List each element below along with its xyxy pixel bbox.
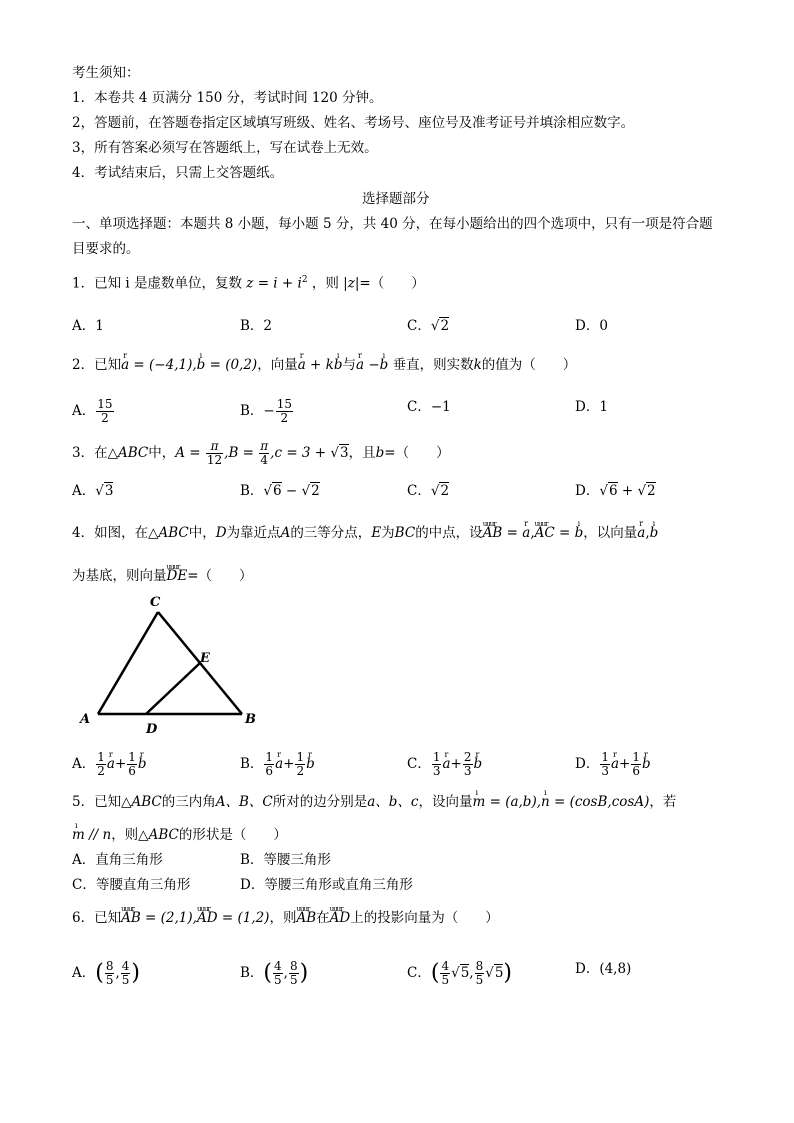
q4-a: r a bbox=[522, 524, 530, 542]
notice-title: 考生须知： bbox=[72, 65, 140, 81]
q5-option-b: B．等腰三角形 bbox=[240, 852, 331, 868]
q6-a-n1: 8 bbox=[105, 959, 114, 973]
q1-mid: ，则 bbox=[311, 275, 339, 292]
q5-line2b: ，则△ bbox=[111, 827, 149, 843]
q6-stem bbox=[72, 909, 499, 927]
q4-b-d2: 2 bbox=[296, 764, 305, 778]
q4-DE: uuur DE bbox=[167, 567, 188, 585]
q4-option-a: A． $\frac{1}{2}$ r a+ $\frac{1}{6}$ r b bbox=[72, 751, 147, 778]
q2-b-eq: ı b = (0,2) bbox=[197, 356, 258, 374]
q4-a-d1: 2 bbox=[97, 764, 105, 778]
q4-eq2: = bbox=[554, 525, 575, 541]
q6-a-d1: 5 bbox=[105, 973, 114, 987]
q2-suffix: 垂直，则实数 bbox=[388, 357, 474, 373]
q1-option-a: A．1 bbox=[72, 318, 104, 334]
q2-end: 的值为（ ） bbox=[481, 357, 577, 373]
q6-c-d1: 5 bbox=[441, 973, 450, 987]
q4-line1: 4．如图，在△ bbox=[72, 525, 159, 541]
q4-c-n2: 2 bbox=[463, 750, 472, 764]
q4-t2: 为靠近点 bbox=[226, 525, 281, 541]
q5-line1d: ，设向量 bbox=[418, 794, 473, 810]
q4-triangle-figure bbox=[70, 590, 270, 740]
label-A: A bbox=[80, 712, 91, 727]
q5-n-eq: ı n = (cosB,cosA) bbox=[541, 793, 649, 811]
q2-option-a-label: A． bbox=[72, 403, 96, 419]
q2-expr1a: r a + k bbox=[298, 356, 334, 374]
q4-c-d1: 3 bbox=[432, 764, 441, 778]
q4-comma: , bbox=[530, 525, 535, 541]
q5-ABC-list: A、B、C bbox=[215, 794, 273, 810]
q6-ad-val: = (1,2) bbox=[217, 910, 270, 926]
q2-k: k bbox=[473, 357, 482, 373]
q4-option-c: C． $\frac{1}{3}$ r a+ $\frac{2}{3}$ r b bbox=[407, 751, 482, 778]
q4-a-n2: 1 bbox=[128, 750, 136, 764]
q4-AB: uuur AB bbox=[483, 524, 503, 542]
q4-eq1: = bbox=[502, 525, 523, 541]
q3-option-c-root: 2 bbox=[440, 483, 450, 499]
q3-suffix: ，且 bbox=[348, 445, 376, 461]
q5-line2c: 的形状是（ ） bbox=[178, 827, 287, 843]
q1-stem bbox=[72, 271, 425, 293]
q3-end: =（ ） bbox=[384, 445, 450, 461]
q2-stem bbox=[72, 356, 576, 374]
q3-option-d: D．√6 + √2 bbox=[575, 483, 656, 499]
q2-option-a bbox=[72, 398, 115, 425]
q6-option-c: C．( $\frac{4}{5}$ √5, $\frac{8}{5}$ √5) bbox=[407, 959, 513, 987]
q4-b-d1: 6 bbox=[265, 764, 274, 778]
q6-c-r2: 5 bbox=[494, 965, 504, 981]
q3-mid: 中， bbox=[148, 445, 176, 461]
q6-a-d2: 5 bbox=[121, 973, 130, 987]
q3-prefix: 3．在△ bbox=[72, 445, 118, 461]
q4-stem-line2 bbox=[72, 567, 253, 585]
q1-option-c-label: C． bbox=[407, 318, 431, 334]
q3-B: ,B = bbox=[224, 445, 259, 461]
q4-t1: 中， bbox=[188, 525, 216, 541]
q5-abc2: ABC bbox=[148, 827, 179, 843]
q3-c: ,c = 3 + bbox=[270, 445, 331, 461]
q4-option-b: B． $\frac{1}{6}$ r a+ $\frac{1}{2}$ r b bbox=[240, 751, 315, 778]
q1-prefix: 1．已知 i 是虚数单位，复数 bbox=[72, 275, 242, 292]
q3-option-c: C．√2 bbox=[407, 483, 450, 499]
q4-t5: 的中点，设 bbox=[415, 525, 483, 541]
q5-abc-list: a、b、c bbox=[367, 794, 419, 810]
q4-d-d2: 6 bbox=[632, 764, 640, 778]
q5-line1e: ，若 bbox=[649, 794, 677, 810]
q6-suffix: 上的投影向量为（ ） bbox=[350, 910, 499, 926]
q4-d-n1: 1 bbox=[601, 750, 609, 764]
q4-b-n2: 1 bbox=[296, 750, 305, 764]
q4-D: D bbox=[215, 525, 227, 541]
section-title: 选择题部分 bbox=[362, 191, 430, 207]
q6-b-n2: 8 bbox=[289, 959, 298, 973]
q3-option-b-root2: 2 bbox=[311, 483, 320, 499]
q5-stem-line1 bbox=[72, 793, 676, 811]
q4-abc: ABC bbox=[158, 525, 189, 541]
q6-option-b-label: B． bbox=[240, 965, 264, 981]
q4-option-a-label: A． bbox=[72, 756, 96, 772]
q3-option-a-root: 3 bbox=[104, 483, 114, 499]
q6-AD: uuur AD bbox=[197, 909, 218, 927]
q2-expr1b: ı b bbox=[334, 356, 343, 374]
q4-c-plus: + bbox=[450, 756, 462, 772]
q1-option-c-root: 2 bbox=[440, 318, 450, 334]
q6-option-d: D．(4,8) bbox=[575, 961, 632, 977]
q3-c-root: 3 bbox=[340, 445, 349, 461]
q4-AC: uuur AC bbox=[535, 524, 555, 542]
q3-option-a: A．√3 bbox=[72, 483, 114, 499]
q1-expr: z = i + i bbox=[246, 275, 302, 292]
q3-option-b-root1: 6 bbox=[273, 483, 282, 499]
q4-a-d2: 6 bbox=[128, 764, 136, 778]
q4-basis-a: r a bbox=[637, 524, 645, 542]
q3-abc: ABC bbox=[117, 445, 149, 461]
q3-A-num: π bbox=[206, 440, 223, 454]
notice-item-2: 2，答题前，在答题卷指定区域填写班级、姓名、考场号、座位号及准考证号并填涂相应数字。 bbox=[72, 115, 635, 131]
q4-c-n1: 1 bbox=[432, 750, 441, 764]
q6-b-d1: 5 bbox=[274, 973, 282, 987]
q3-b: b bbox=[375, 445, 385, 461]
q4-a-plus: + bbox=[114, 756, 127, 772]
q4-stem-line1 bbox=[72, 524, 658, 542]
notice-item-4: 4．考试结束后，只需上交答题纸。 bbox=[72, 165, 284, 181]
q2-expr2a: r a − bbox=[356, 356, 380, 374]
q1-option-d: D．0 bbox=[575, 318, 608, 334]
q2-option-b-num: 15 bbox=[276, 397, 293, 411]
q4-option-d: D． $\frac{1}{3}$ r a+ $\frac{1}{6}$ r b bbox=[575, 751, 651, 778]
q4-b: ı b bbox=[575, 524, 584, 542]
q5-line1c: 所对的边分别是 bbox=[272, 794, 368, 810]
label-C: C bbox=[150, 595, 161, 610]
q4-c-d2: 3 bbox=[463, 764, 472, 778]
q4-end: =（ ） bbox=[187, 568, 253, 584]
q4-b-plus: + bbox=[283, 756, 295, 772]
q3-A: A = bbox=[175, 445, 205, 461]
label-B: B bbox=[245, 712, 256, 727]
q3-option-d-root1: 6 bbox=[608, 483, 618, 499]
q6-mid: ，则 bbox=[269, 910, 297, 926]
q2-option-b-label: B．− bbox=[240, 403, 275, 419]
notice-item-3: 3，所有答案必须写在答题纸上，写在试卷上无效。 bbox=[72, 140, 378, 156]
q6-b-n1: 4 bbox=[274, 959, 282, 973]
section-intro-line2: 目要求的。 bbox=[72, 241, 140, 257]
side-AC bbox=[98, 612, 158, 714]
q6-ab-val: = (2,1), bbox=[140, 910, 197, 926]
q6-option-a-label: A． bbox=[72, 965, 96, 981]
q3-option-a-label: A． bbox=[72, 483, 96, 499]
q5-abc: ABC bbox=[131, 794, 162, 810]
q4-option-c-label: C． bbox=[407, 756, 431, 772]
q5-line2a: ı m // n bbox=[72, 826, 111, 844]
q4-line2: 为基底，则向量 bbox=[72, 568, 167, 584]
q3-B-num: π bbox=[260, 439, 269, 453]
q3-option-d-plus: + bbox=[617, 483, 638, 499]
q4-d-d1: 3 bbox=[601, 764, 609, 778]
q6-prefix: 6．已知 bbox=[72, 910, 122, 926]
q4-basis-b: ı b bbox=[650, 524, 659, 542]
q5-line1a: 5．已知△ bbox=[72, 794, 132, 810]
q5-stem-line2 bbox=[72, 826, 287, 844]
q5-line1b: 的三内角 bbox=[161, 794, 216, 810]
q2-option-a-den: 2 bbox=[101, 411, 109, 425]
q4-b-n1: 1 bbox=[265, 750, 274, 764]
q3-option-d-label: D． bbox=[575, 483, 600, 499]
q4-E: E bbox=[371, 525, 382, 541]
q4-t4: 为 bbox=[381, 525, 395, 541]
q4-option-b-label: B． bbox=[240, 756, 264, 772]
q2-option-b bbox=[240, 398, 294, 425]
q6-t: 在 bbox=[316, 910, 330, 926]
q3-stem: 3．在△ABC中，A = $\frac{\pi}{12}$ ,B = $\frac{\pi}{4}$ ,c = 3 + √3，且b=（ ） bbox=[72, 439, 450, 467]
segment-DE bbox=[146, 663, 200, 714]
q3-B-den: 4 bbox=[260, 453, 269, 467]
q4-BC: BC bbox=[394, 525, 416, 541]
q2-option-a-num: 15 bbox=[97, 397, 113, 411]
label-E: E bbox=[200, 651, 210, 666]
q4-comma2: , bbox=[645, 525, 650, 541]
q6-AB2: uuur AB bbox=[296, 909, 316, 927]
label-D: D bbox=[146, 722, 158, 737]
q6-c-r1: 5 bbox=[460, 965, 470, 981]
q2-a-eq: r a = (−4,1), bbox=[121, 356, 197, 374]
q6-b-d2: 5 bbox=[289, 973, 298, 987]
section-intro-line1: 一、单项选择题：本题共 8 小题，每小题 5 分，共 40 分，在每小题给出的四个选项中，只有一项是符合题 bbox=[72, 216, 713, 232]
q6-c-d2: 5 bbox=[475, 973, 484, 987]
q1-option-c: C．√2 bbox=[407, 318, 450, 334]
q2-option-d: D．1 bbox=[575, 399, 608, 415]
q2-option-b-den: 2 bbox=[280, 411, 289, 425]
q5-option-c: C．等腰直角三角形 bbox=[72, 877, 191, 893]
q6-AB: uuur AB bbox=[121, 909, 141, 927]
q6-option-a: A．( $\frac{8}{5}$ , $\frac{4}{5}$ ) bbox=[72, 959, 141, 987]
q6-option-c-label: C． bbox=[407, 965, 431, 981]
q3-option-b-minus: − bbox=[281, 483, 302, 499]
q2-option-c: C．−1 bbox=[407, 399, 451, 415]
q2-expr2b: ı b bbox=[380, 356, 389, 374]
q1-abs: |z| bbox=[343, 275, 360, 292]
q6-AD2: uuur AD bbox=[330, 909, 351, 927]
q3-option-d-root2: 2 bbox=[647, 483, 656, 499]
q4-d-plus: + bbox=[619, 756, 631, 772]
q5-option-a: A．直角三角形 bbox=[72, 852, 163, 868]
q1-sup: 2 bbox=[301, 275, 308, 285]
q4-option-d-label: D． bbox=[575, 756, 600, 772]
q1-option-b: B．2 bbox=[240, 318, 273, 334]
q2-mid1: ，向量 bbox=[257, 357, 298, 373]
notice-item-1: 1．本卷共 4 页满分 150 分，考试时间 120 分钟。 bbox=[72, 90, 383, 106]
q4-t3: 的三等分点， bbox=[290, 525, 372, 541]
q4-d-n2: 1 bbox=[632, 750, 640, 764]
q6-c-n2: 8 bbox=[475, 959, 484, 973]
q5-option-d: D．等腰三角形或直角三角形 bbox=[240, 877, 413, 893]
q6-c-n1: 4 bbox=[441, 959, 450, 973]
q3-option-b-label: B． bbox=[240, 483, 264, 499]
q1-suffix: =（ ） bbox=[359, 275, 425, 292]
q4-a-n1: 1 bbox=[97, 750, 105, 764]
q3-A-den: 12 bbox=[206, 453, 223, 467]
q4-A: A bbox=[280, 525, 291, 541]
q4-t6: ，以向量 bbox=[583, 525, 638, 541]
q6-option-b: B．( $\frac{4}{5}$ , $\frac{8}{5}$ ) bbox=[240, 959, 309, 987]
q2-prefix: 2．已知 bbox=[72, 357, 122, 373]
q6-a-n2: 4 bbox=[121, 959, 130, 973]
q5-m-eq: ı m = (a,b), bbox=[473, 793, 542, 811]
q3-option-b: B．√6 − √2 bbox=[240, 483, 320, 499]
q3-option-c-label: C． bbox=[407, 483, 431, 499]
q2-mid2: 与 bbox=[342, 357, 356, 373]
